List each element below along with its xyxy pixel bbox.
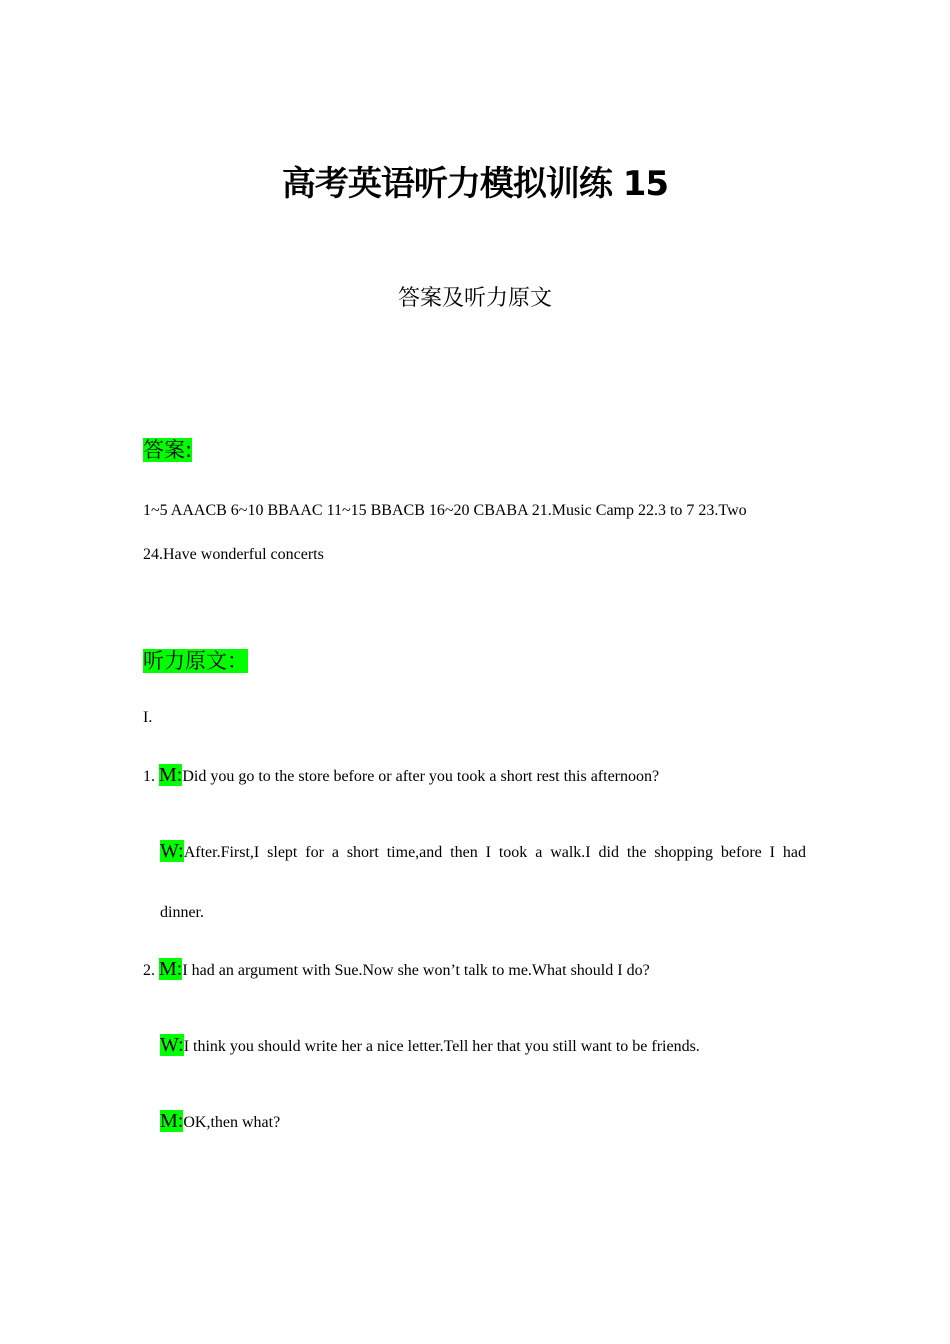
dialogue-1-man-line: [143, 764, 659, 787]
transcript-heading-label: 听力原文：: [143, 649, 248, 673]
section-label: I.: [143, 709, 153, 726]
dialogue-text: I think you should write her a nice letter.Tell her that you still want to be friends.: [183, 1038, 700, 1055]
dialogue-text: I had an argument with Sue.Now she won’t talk to me.What should I do?: [182, 962, 650, 979]
answers-heading: [143, 434, 192, 464]
dialogue-2-man-line-2: [160, 1110, 280, 1133]
transcript-heading: [143, 645, 248, 675]
dialogue-number: 2.: [143, 962, 155, 979]
dialogue-2-man-line: [143, 958, 650, 981]
speaker-woman-badge: W:: [160, 840, 184, 862]
speaker-woman-badge: W:: [160, 1034, 184, 1056]
speaker-man-badge: M:: [159, 958, 183, 980]
dialogue-text: Did you go to the store before or after you took a short rest this afternoon?: [182, 768, 660, 785]
dialogue-number: 1.: [143, 768, 155, 785]
page-subtitle: 答案及听力原文: [397, 286, 552, 311]
dialogue-2-woman-line: [160, 1034, 700, 1057]
dialogue-1-woman-line-cont: dinner.: [160, 904, 204, 921]
answers-line-1: 1~5 AAACB 6~10 BBAAC 11~15 BBACB 16~20 CBABA 21.Music Camp 22.3 to 7 23.Two: [143, 502, 747, 519]
dialogue-text: OK,then what?: [183, 1114, 281, 1131]
dialogue-text: After.First,I slept for a short time,and then I took a walk.I did the shopping before I had: [183, 844, 806, 861]
page-title: 高考英语听力模拟训练 15: [281, 164, 669, 204]
dialogue-1-woman-line: [160, 840, 806, 863]
speaker-man-badge: M:: [160, 1110, 184, 1132]
answers-heading-label: 答案:: [143, 438, 193, 462]
speaker-man-badge: M:: [159, 764, 183, 786]
answers-line-2: 24.Have wonderful concerts: [143, 546, 324, 563]
